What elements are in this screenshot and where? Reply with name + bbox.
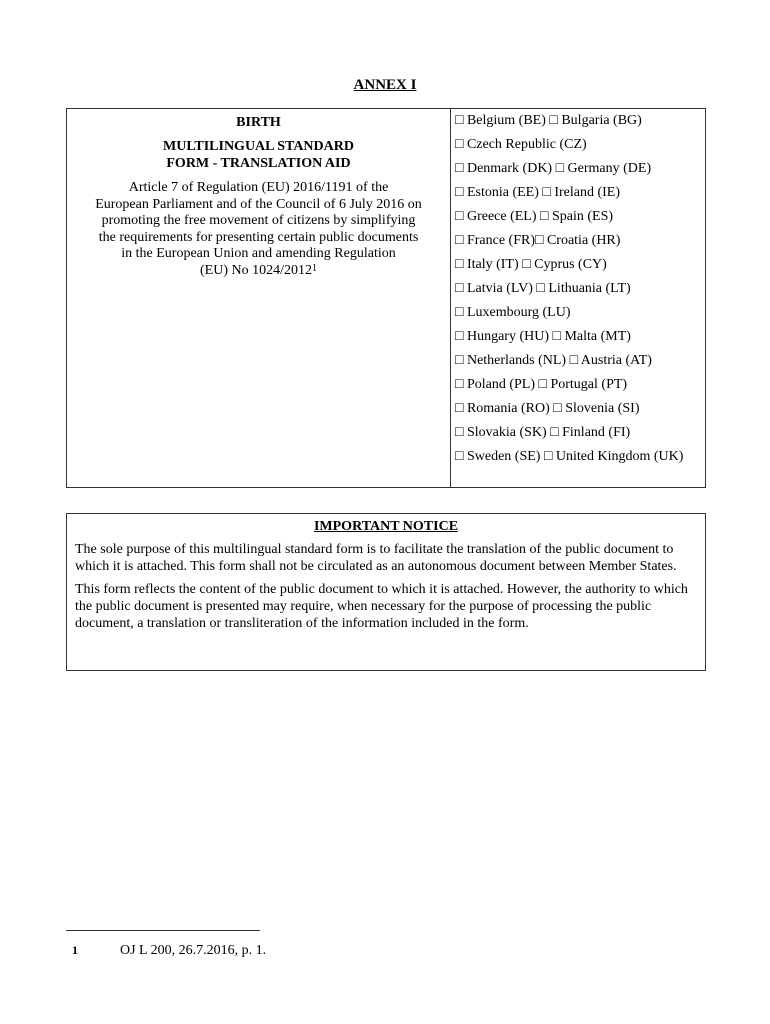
table-divider [450, 109, 451, 487]
article-line: the requirements for presenting certain public documents [98, 229, 419, 245]
country-checkbox-row[interactable]: □ Latvia (LV) □ Lithuania (LT) [455, 281, 631, 296]
article-line: (EU) No 1024/2012 [200, 262, 312, 278]
notice-paragraph: This form reflects the content of the public document to which it is attached. However, the authority to which the public document is presented may require, when necessary for the purpose of processing the public document, a translation or transliteration of the information included in the form. [75, 582, 688, 631]
annex-title: ANNEX I [353, 77, 417, 93]
article-line: Article 7 of Regulation (EU) 2016/1191 of the [128, 180, 389, 195]
form-title-line2: FORM - TRANSLATION AID [166, 156, 351, 171]
footnote-number: 1 [72, 943, 78, 957]
footnote-reference[interactable]: 1 [312, 262, 317, 274]
country-checkbox-row[interactable]: □ Greece (EL) □ Spain (ES) [455, 209, 614, 224]
article-line-last [71, 263, 446, 280]
form-title-line1: MULTILINGUAL STANDARD [163, 139, 354, 154]
country-checkbox-row[interactable]: □ Slovakia (SK) □ Finland (FI) [455, 425, 631, 440]
birth-heading: BIRTH [236, 115, 281, 130]
country-checkbox-row[interactable]: □ Luxembourg (LU) [455, 305, 571, 320]
country-checkbox-row[interactable]: □ Sweden (SE) □ United Kingdom (UK) [455, 449, 684, 464]
article-line: European Parliament and of the Council of 6 July 2016 on [95, 196, 422, 212]
country-checkbox-row[interactable]: □ Denmark (DK) □ Germany (DE) [455, 161, 652, 176]
notice-paragraph: The sole purpose of this multilingual standard form is to facilitate the translation of the public document to which it is attached. This form shall not be circulated as an autonomous document between Member States. [75, 542, 677, 574]
country-checkbox-list [455, 113, 703, 465]
country-checkbox-row[interactable]: □ Netherlands (NL) □ Austria (AT) [455, 353, 652, 368]
country-checkbox-row[interactable]: □ Italy (IT) □ Cyprus (CY) [455, 257, 607, 272]
country-checkbox-row[interactable]: □ Poland (PL) □ Portugal (PT) [455, 377, 628, 392]
article-reference [67, 180, 450, 279]
country-checkbox-row[interactable]: □ France (FR)□ Croatia (HR) [455, 233, 621, 248]
article-line: promoting the free movement of citizens by simplifying [101, 213, 416, 228]
article-line: in the European Union and amending Regulation [121, 246, 396, 261]
form-title-cell [67, 109, 450, 279]
country-checkbox-row[interactable]: □ Estonia (EE) □ Ireland (IE) [455, 185, 621, 200]
country-checkbox-row[interactable]: □ Czech Republic (CZ) [455, 137, 587, 152]
country-checkbox-row[interactable]: □ Romania (RO) □ Slovenia (SI) [455, 401, 640, 416]
footnote-text: OJ L 200, 26.7.2016, p. 1. [120, 943, 267, 958]
footnote [72, 941, 266, 960]
important-notice-box [66, 513, 706, 671]
footnote-separator [66, 930, 260, 931]
country-checkbox-row[interactable]: □ Hungary (HU) □ Malta (MT) [455, 329, 631, 344]
country-checkbox-row[interactable]: □ Belgium (BE) □ Bulgaria (BG) [455, 113, 642, 128]
form-header-table [66, 108, 706, 488]
notice-title: IMPORTANT NOTICE [313, 519, 459, 534]
form-title [67, 138, 450, 172]
